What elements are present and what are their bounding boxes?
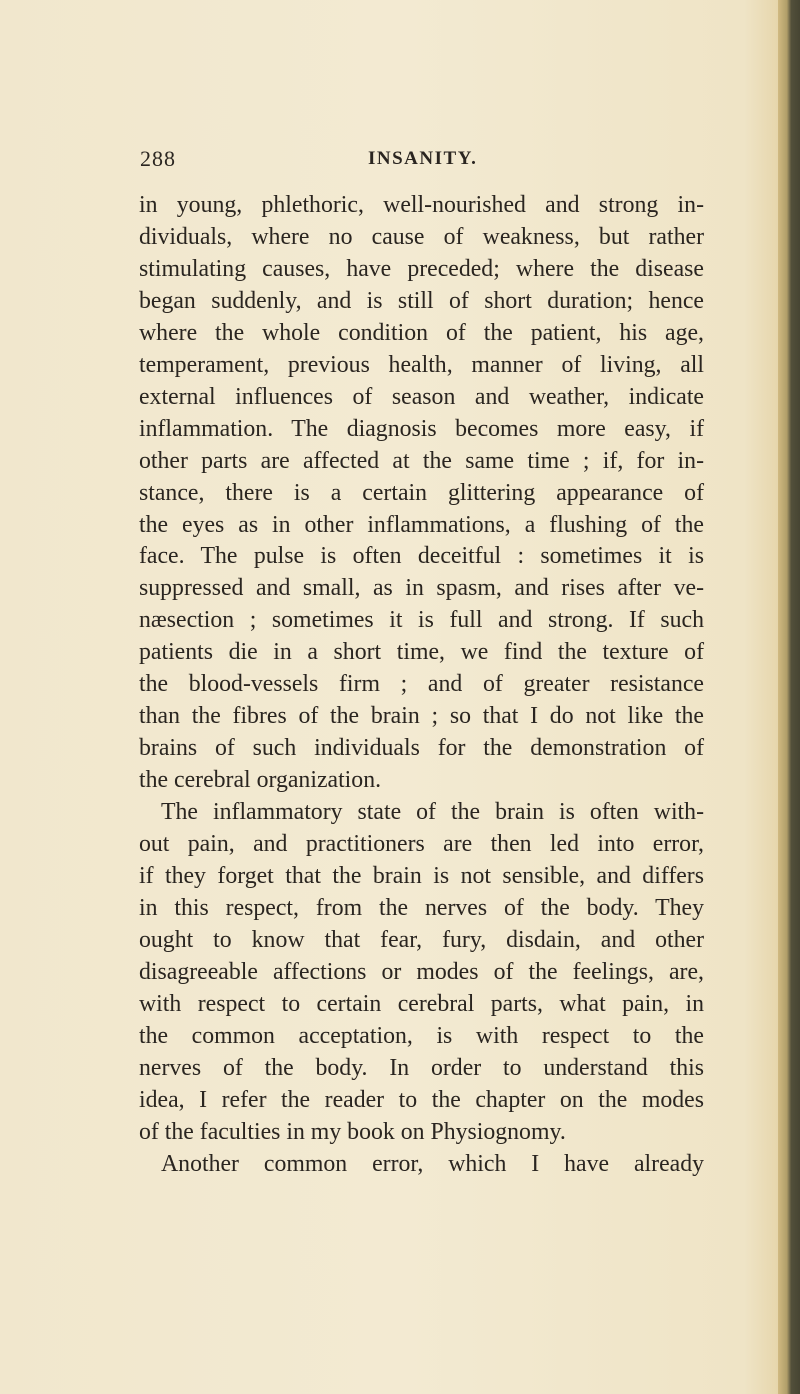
text-line: in young, phlethoric, well-nourished and strong in- [139,192,704,218]
text-line: næsection ; sometimes it is full and strong. If such [139,607,704,634]
text-line: inflammation. The diagnosis becomes more easy, if [139,415,704,442]
text-line: patients die in a short time, we find the texture of [139,639,704,666]
text-line: than the fibres of the brain ; so that I do not like the [139,703,704,730]
text-line: face. The pulse is often deceitful : sometimes it is [139,543,704,570]
text-line: the common acceptation, is with respect to the [139,1022,704,1049]
text-line: brains of such individuals for the demonstration of [139,735,704,762]
text-line: stimulating causes, have preceded; where the disease [139,255,704,282]
text-line: of the faculties in my book on Physiognomy. [139,1118,566,1145]
text-line: in this respect, from the nerves of the body. They [139,894,704,921]
text-line: disagreeable affections or modes of the feelings, are, [139,958,704,985]
text-line: temperament, previous health, manner of living, all [139,351,704,378]
text-line: stance, there is a certain glittering appearance of [139,479,704,506]
text-line: the eyes as in other inflammations, a flushing of the [139,511,704,538]
text-line: out pain, and practitioners are then led into error, [139,831,704,858]
text-line: nerves of the body. In order to understand this [139,1054,704,1081]
text-line: Another common error, which I have already [161,1150,704,1177]
page-number: 288 [140,146,176,171]
text-line: the cerebral organization. [139,767,382,794]
text-line: the blood-vessels firm ; and of greater resistance [139,671,704,698]
page-header [0,146,800,176]
text-line: dividuals, where no cause of weakness, but rather [139,223,704,250]
text-line: ought to know that fear, fury, disdain, and other [139,926,704,953]
text-line: if they forget that the brain is not sensible, and differs [139,863,704,890]
text-line: began suddenly, and is still of short duration; hence [139,287,704,314]
text-line: idea, I refer the reader to the chapter on the modes [139,1086,704,1113]
running-title: INSANITY. [368,148,478,169]
text-line: with respect to certain cerebral parts, what pain, in [139,990,704,1017]
text-line: The inflammatory state of the brain is often with- [161,799,704,826]
text-line: external influences of season and weather, indicate [139,383,704,410]
text-line: other parts are affected at the same time ; if, for in- [139,447,704,474]
body-text [139,190,704,1181]
text-line: where the whole condition of the patient, his age, [139,319,704,346]
page-edge-shadow [778,0,800,1394]
text-line: suppressed and small, as in spasm, and rises after ve- [139,575,704,602]
